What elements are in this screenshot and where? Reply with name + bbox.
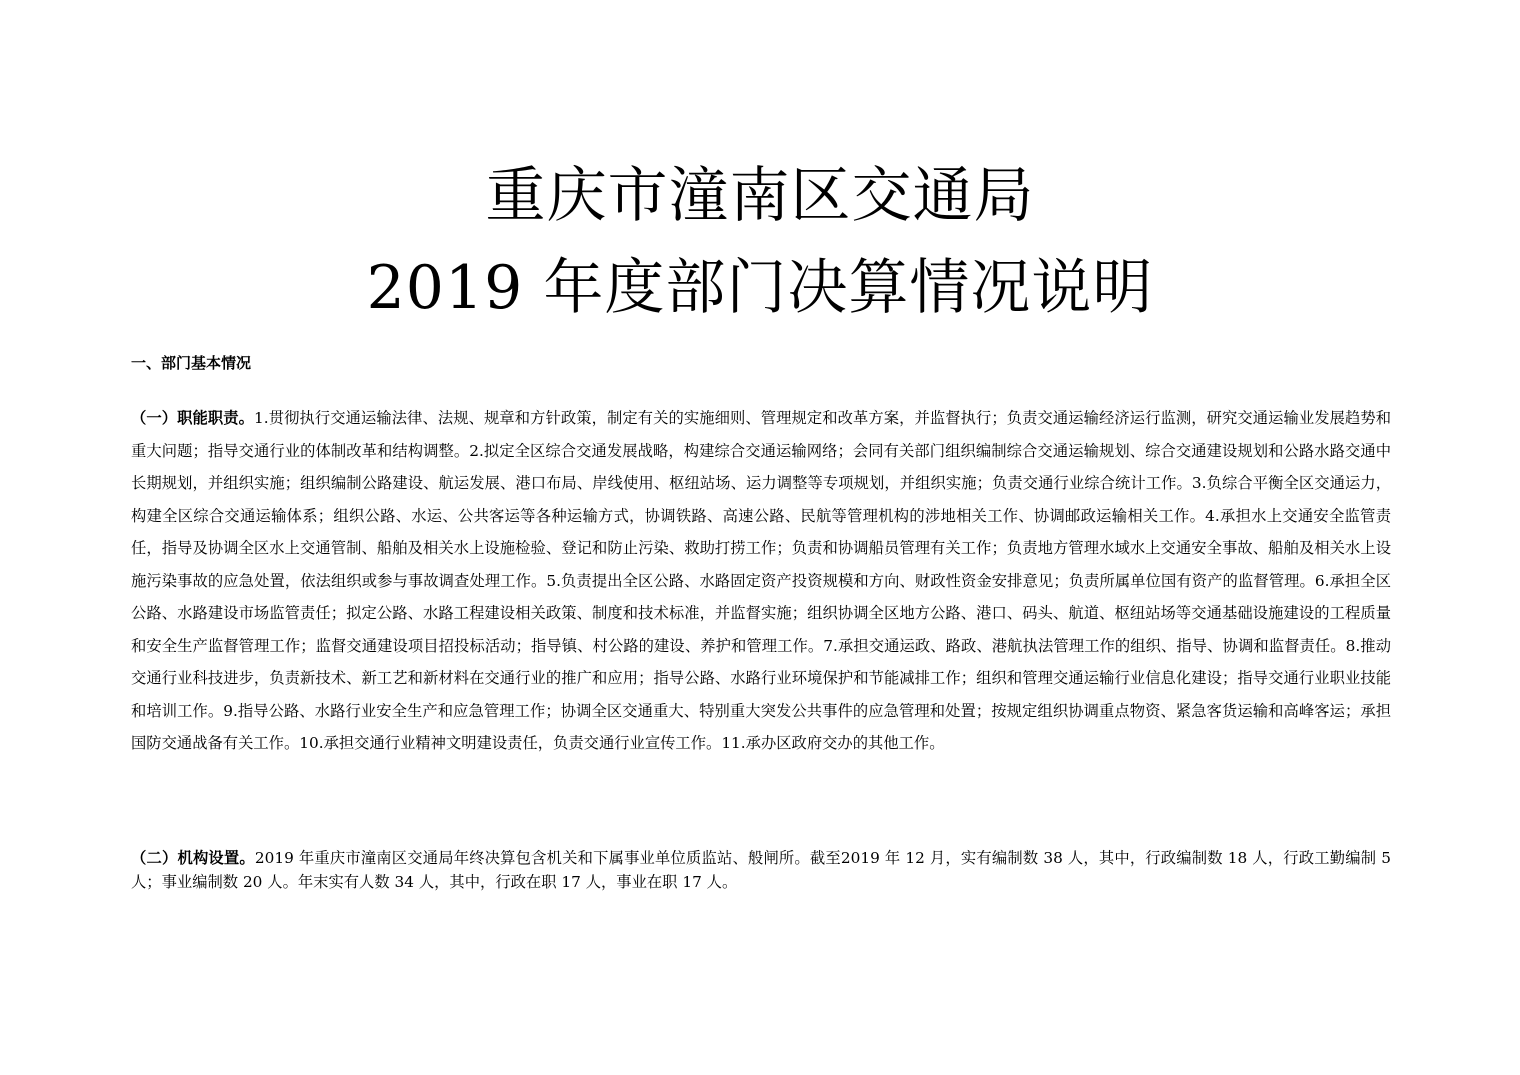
section-heading-basic-info: 一、部门基本情况 xyxy=(131,354,252,372)
paragraph-text-organization: 2019 年重庆市潼南区交通局年终决算包含机关和下属事业单位质监站、般闸所。截至2019 年 12 月，实有编制数 38 人，其中，行政编制数 18 人，行政工勤编制 5 人；事业编制数 20 人。年末实有人数 34 人，其中，行政在职 17 人，事业在职 17 人。 xyxy=(131,849,1391,891)
paragraph-functions xyxy=(131,402,1391,760)
paragraph-text-functions: 1.贯彻执行交通运输法律、法规、规章和方针政策，制定有关的实施细则、管理规定和改革方案，并监督执行；负责交通运输经济运行监测，研究交通运输业发展趋势和重大问题；指导交通行业的体制改革和结构调整。2.拟定全区综合交通发展战略，构建综合交通运输网络；会同有关部门组织编制综合交通运输规划、综合交通建设规划和公路水路交通中长期规划，并组织实施；组织编制公路建设、航运发展、港口布局、岸线使用、枢纽站场、运力调整等专项规划，并组织实施；负责交通行业综合统计工作。3.负综合平衡全区交通运力，构建全区综合交通运输体系；组织公路、水运、公共客运等各种运输方式，协调铁路、高速公路、民航等管理机构的涉地相关工作、协调邮政运输相关工作。4.承担水上交通安全监管责任，指导及协调全区水上交通管制、船舶及相关水上设施检验、登记和防止污染、救助打捞工作；负责和协调船员管理有关工作；负责地方管理水域水上交通安全事故、船舶及相关水上设施污染事故的应急处置，依法组织或参与事故调查处理工作。5.负责提出全区公路、水路固定资产投资规模和方向、财政性资金安排意见；负责所属单位国有资产的监督管理。6.承担全区公路、水路建设市场监管责任；拟定公路、水路工程建设相关政策、制度和技术标准，并监督实施；组织协调全区地方公路、港口、码头、航道、枢纽站场等交通基础设施建设的工程质量和安全生产监督管理工作；监督交通建设项目招投标活动；指导镇、村公路的建设、养护和管理工作。7.承担交通运政、路政、港航执法管理工作的组织、指导、协调和监督责任。8.推动交通行业科技进步，负责新技术、新工艺和新材料在交通行业的推广和应用；指导公路、水路行业环境保护和节能减排工作；组织和管理交通运输行业信息化建设；指导交通行业职业技能和培训工作。9.指导公路、水路行业安全生产和应急管理工作；协调全区交通重大、特别重大突发公共事件的应急管理和处置；按规定组织协调重点物资、紧急客货运输和高峰客运；承担国防交通战备有关工作。10.承担交通行业精神文明建设责任，负责交通行业宣传工作。11.承办区政府交办的其他工作。 xyxy=(131,409,1391,752)
paragraph-lead-organization: （二）机构设置。 xyxy=(131,849,255,867)
paragraph-organization xyxy=(131,846,1391,894)
document-title-line-1: 重庆市潼南区交通局 xyxy=(485,161,1035,231)
paragraph-lead-functions: （一）职能职责。 xyxy=(131,409,255,427)
document-title-line-2: 2019 年度部门决算情况说明 xyxy=(366,253,1154,323)
